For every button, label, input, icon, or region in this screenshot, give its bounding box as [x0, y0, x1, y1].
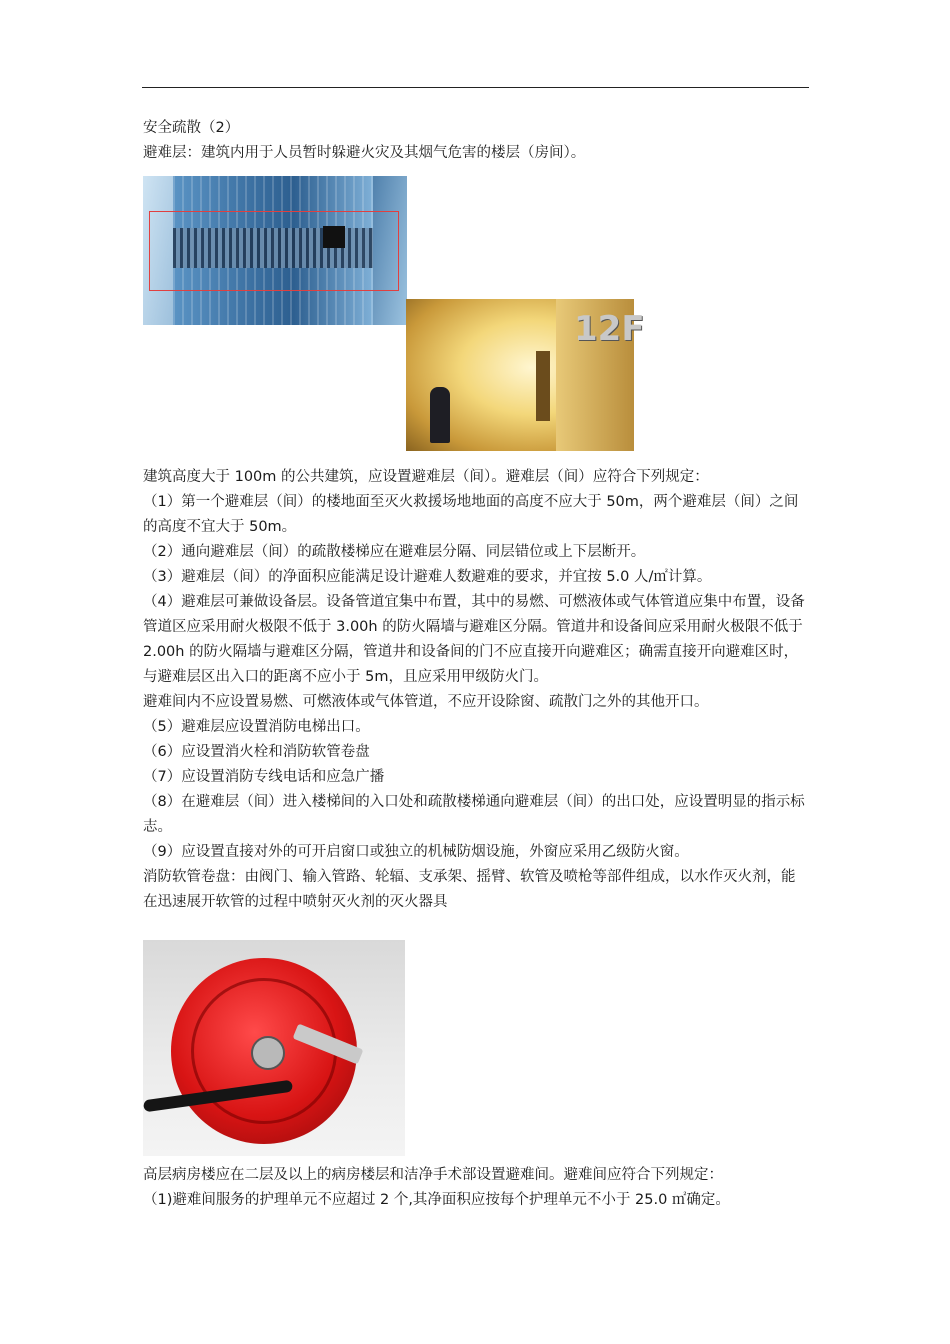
- highlight-box: [149, 211, 399, 291]
- paragraph: （1)避难间服务的护理单元不应超过 2 个,其净面积应按每个护理单元不小于 25.0 ㎡确定。: [143, 1192, 730, 1208]
- floor-sign: 12F: [574, 309, 645, 349]
- paragraph: （8）在避难层（间）进入楼梯间的入口处和疏散楼梯通向避难层（间）的出口处，应设置明显的指示标志。: [143, 794, 805, 835]
- hose-reel-photo: [143, 940, 405, 1156]
- corridor-photo: [406, 299, 645, 451]
- paragraph: 建筑高度大于 100m 的公共建筑，应设置避难层（间）。避难层（间）应符合下列规定：: [143, 469, 709, 485]
- building-photo: [143, 176, 407, 325]
- paragraph: （1）第一个避难层（间）的楼地面至灭火救援场地地面的高度不应大于 50m，两个避难层（间）之间的高度不宜大于 50m。: [143, 494, 799, 535]
- section-title: 安全疏散（2）: [143, 120, 240, 136]
- refuge-floor-rules: [143, 465, 809, 915]
- paragraph: （5）避难层应设置消防电梯出口。: [143, 719, 370, 735]
- paragraph: （4）避难层可兼做设备层。设备管道宜集中布置，其中的易燃、可燃液体或气体管道应集中布置，设备管道区应采用耐火极限不低于 3.00h 的防火隔墙与避难区分隔。管道井和设备间应采用耐火极限不低于 2.00h 的防火隔墙与避难区分隔，管道井和设备间的门不应直接开向避难区；确需直接开向避难区时，与避难层区出入口的距离不应小于 5m，且应采用甲级防火门。: [143, 594, 805, 685]
- paragraph: 高层病房楼应在二层及以上的病房楼层和洁净手术部设置避难间。避难间应符合下列规定：: [143, 1167, 723, 1183]
- header-rule: [142, 87, 809, 88]
- paragraph: 消防软管卷盘：由阀门、输入管路、轮辐、支承架、摇臂、软管及喷枪等部件组成，以水作灭火剂，能在迅速展开软管的过程中喷射灭火剂的灭火器具: [143, 869, 796, 910]
- paragraph: （2）通向避难层（间）的疏散楼梯应在避难层分隔、同层错位或上下层断开。: [143, 544, 646, 560]
- paragraph: （9）应设置直接对外的可开启窗口或独立的机械防烟设施，外窗应采用乙级防火窗。: [143, 844, 689, 860]
- refuge-floor-definition: 避难层：建筑内用于人员暂时躲避火灾及其烟气危害的楼层（房间）。: [143, 145, 586, 161]
- intro-text: [143, 116, 809, 166]
- paragraph: （7）应设置消防专线电话和应急广播: [143, 769, 385, 785]
- hospital-refuge-rules: [143, 1163, 809, 1213]
- paragraph: （6）应设置消火栓和消防软管卷盘: [143, 744, 370, 760]
- paragraph: （3）避难层（间）的净面积应能满足设计避难人数避难的要求，并宜按 5.0 人/㎡计算。: [143, 569, 712, 585]
- paragraph: 避难间内不应设置易燃、可燃液体或气体管道，不应开设除窗、疏散门之外的其他开口。: [143, 694, 709, 710]
